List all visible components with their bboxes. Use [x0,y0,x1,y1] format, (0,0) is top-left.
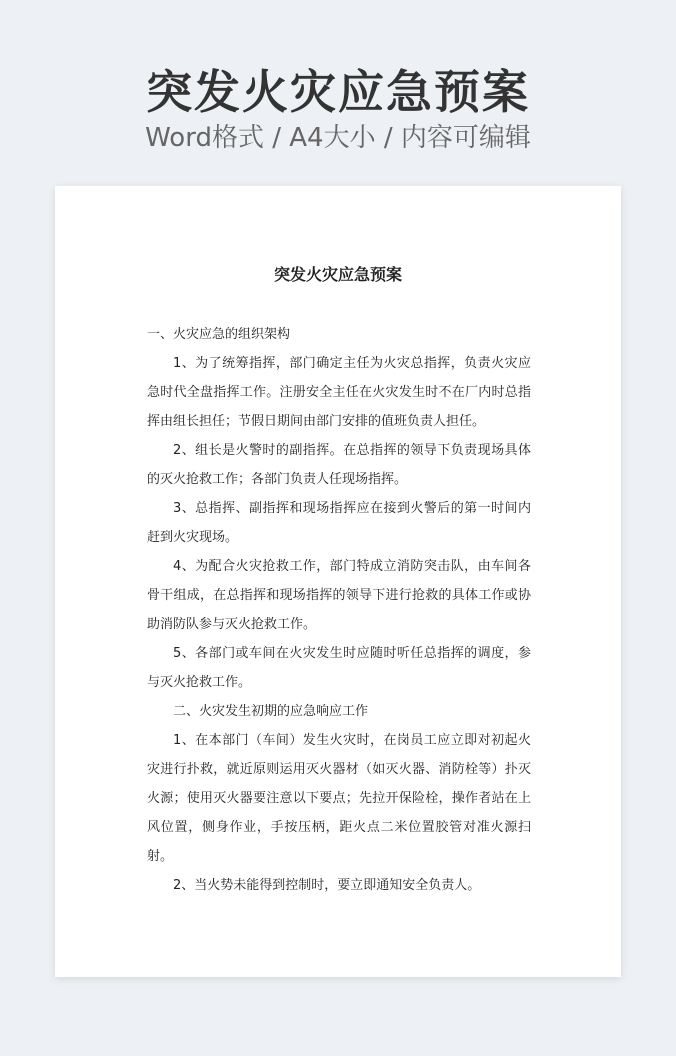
banner-title: 突发火灾应急预案 [146,65,530,119]
section-heading-1: 一、火灾应急的组织架构 [147,327,291,342]
document-title: 突发火灾应急预案 [273,265,402,284]
banner-subtitle: Word格式 / A4大小 / 内容可编辑 [145,123,531,153]
paragraph: 4、为配合火灾抢救工作，部门特成立消防突击队，由车间各骨干组成，在总指挥和现场指挥的领导下进行抢救的具体工作或协助消防队参与灭火抢救工作。 [147,559,531,632]
paragraph: 1、在本部门（车间）发生火灾时，在岗员工应立即对初起火灾进行扑救，就近原则运用灭火器材（如灭火器、消防栓等）扑灭火源；使用灭火器要注意以下要点；先拉开保险栓，操作者站在上风位置，侧身作业，手按压柄，距火点二米位置胶管对准火源扫射。 [147,733,531,864]
paragraph: 1、为了统筹指挥，部门确定主任为火灾总指挥，负责火灾应急时代全盘指挥工作。注册安全主任在火灾发生时不在厂内时总指挥由组长担任；节假日期间由部门安排的值班负责人担任。 [147,356,531,429]
paragraph: 3、总指挥、副指挥和现场指挥应在接到火警后的第一时间内赶到火灾现场。 [147,501,531,545]
document-body [147,320,531,900]
document-page [55,186,621,977]
paragraph: 2、组长是火警时的副指挥。在总指挥的领导下负责现场具体的灭火抢救工作；各部门负责人任现场指挥。 [147,443,531,487]
section-heading-2: 二、火灾发生初期的应急响应工作 [173,704,369,719]
paragraph: 2、当火势未能得到控制时，要立即通知安全负责人。 [173,878,481,893]
paragraph: 5、各部门或车间在火灾发生时应随时听任总指挥的调度，参与灭火抢救工作。 [147,646,531,690]
